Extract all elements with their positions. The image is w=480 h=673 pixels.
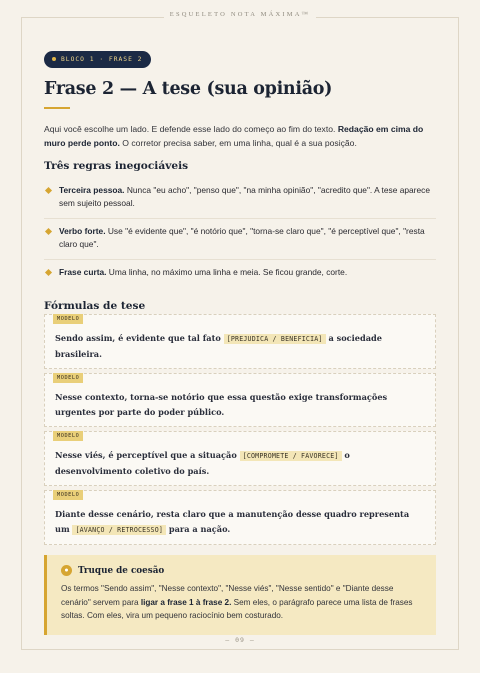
rule-item bbox=[44, 260, 436, 287]
rules-list bbox=[44, 178, 436, 287]
brand-header bbox=[0, 11, 480, 18]
rule-bold: Frase curta. bbox=[59, 266, 107, 277]
section-badge bbox=[44, 51, 151, 68]
rule-bold: Verbo forte. bbox=[59, 225, 106, 236]
rule-text: Nunca "eu acho", "penso que", "na minha opinião", "acredito que". A tese aparece sem sujeito pessoal. bbox=[59, 184, 430, 208]
formula-text bbox=[55, 331, 425, 362]
page-title: Frase 2 — A tese (sua opinião) bbox=[44, 78, 333, 99]
rule-item bbox=[44, 219, 436, 260]
formula-text bbox=[55, 390, 425, 420]
tip-text-end: Sem eles, o parágrafo parece uma lista de frases soltas. Com eles, vira um pequeno raciocínio bem costurado. bbox=[61, 597, 413, 620]
rule-content bbox=[59, 184, 436, 211]
lightbulb-icon: ● bbox=[61, 565, 72, 576]
intro-bold: Redação em cima do muro perde ponto. bbox=[44, 123, 424, 148]
formula-card bbox=[44, 373, 436, 427]
rule-content bbox=[59, 266, 347, 280]
brand-text: ESQUELETO NOTA MÁXIMA™ bbox=[164, 11, 316, 18]
formula-card bbox=[44, 314, 436, 369]
model-tag: MODELO bbox=[53, 373, 83, 383]
tip-text: Os termos "Sendo assim", "Nesse contexto", "Nesse viés", "Nesse sentido" e "Diante desse cenário" servem para bbox=[61, 584, 394, 607]
formulas-heading: Fórmulas de tese bbox=[44, 300, 146, 312]
diamond-bullet-icon bbox=[45, 268, 52, 275]
formula-before: Diante desse cenário, resta claro que a manutenção desse quadro representa um bbox=[55, 509, 410, 534]
page-number: — 09 — bbox=[225, 636, 255, 644]
rule-text: Uma linha, no máximo uma linha e meia. Se ficou grande, corte. bbox=[106, 266, 348, 277]
formula-text bbox=[55, 448, 425, 479]
formula-text bbox=[55, 507, 425, 538]
formula-slot: [AVANÇO / RETROCESSO] bbox=[72, 525, 166, 535]
tip-box bbox=[44, 555, 436, 635]
model-tag: MODELO bbox=[53, 314, 83, 324]
rule-bold: Terceira pessoa. bbox=[59, 184, 125, 195]
formula-slot: [COMPROMETE / FAVORECE] bbox=[240, 451, 342, 461]
diamond-bullet-icon bbox=[45, 227, 52, 234]
model-tag: MODELO bbox=[53, 431, 83, 441]
formula-card bbox=[44, 490, 436, 545]
rule-item bbox=[44, 178, 436, 219]
rule-content bbox=[59, 225, 436, 252]
intro-paragraph bbox=[44, 122, 436, 150]
badge-label: BLOCO 1 · FRASE 2 bbox=[61, 55, 143, 63]
tip-title: Truque de coesão bbox=[78, 565, 165, 576]
formula-before: Nesse viés, é perceptível que a situação bbox=[55, 450, 240, 460]
model-tag: MODELO bbox=[53, 490, 83, 500]
formula-after: para a nação. bbox=[166, 524, 231, 534]
rules-heading: Três regras inegociáveis bbox=[44, 159, 189, 172]
formula-before: Nesse contexto, torna-se notório que essa questão exige transformações urgentes por parte do poder público. bbox=[55, 392, 388, 417]
main-content bbox=[44, 48, 436, 635]
formula-after: a sociedade brasileira. bbox=[55, 333, 382, 359]
badge-dot-icon bbox=[52, 57, 56, 61]
tip-header bbox=[61, 565, 424, 576]
rule-text: Use "é evidente que", "é notório que", "torna-se claro que", "é perceptível que", "resta claro que". bbox=[59, 225, 425, 249]
tip-bold: ligar a frase 1 à frase 2. bbox=[140, 597, 232, 607]
formula-before: Sendo assim, é evidente que tal fato bbox=[55, 333, 224, 343]
intro-text: Aqui você escolhe um lado. E defende esse lado do começo ao fim do texto. bbox=[44, 123, 338, 134]
formula-slot: [PREJUDICA / BENEFICIA] bbox=[224, 334, 326, 344]
formula-card bbox=[44, 431, 436, 486]
diamond-bullet-icon bbox=[45, 186, 52, 193]
intro-text-end: O corretor precisa saber, em uma linha, qual é a sua posição. bbox=[119, 137, 357, 148]
tip-body bbox=[61, 582, 424, 623]
formula-after: o desenvolvimento coletivo do país. bbox=[55, 450, 350, 476]
title-underline bbox=[44, 107, 70, 109]
